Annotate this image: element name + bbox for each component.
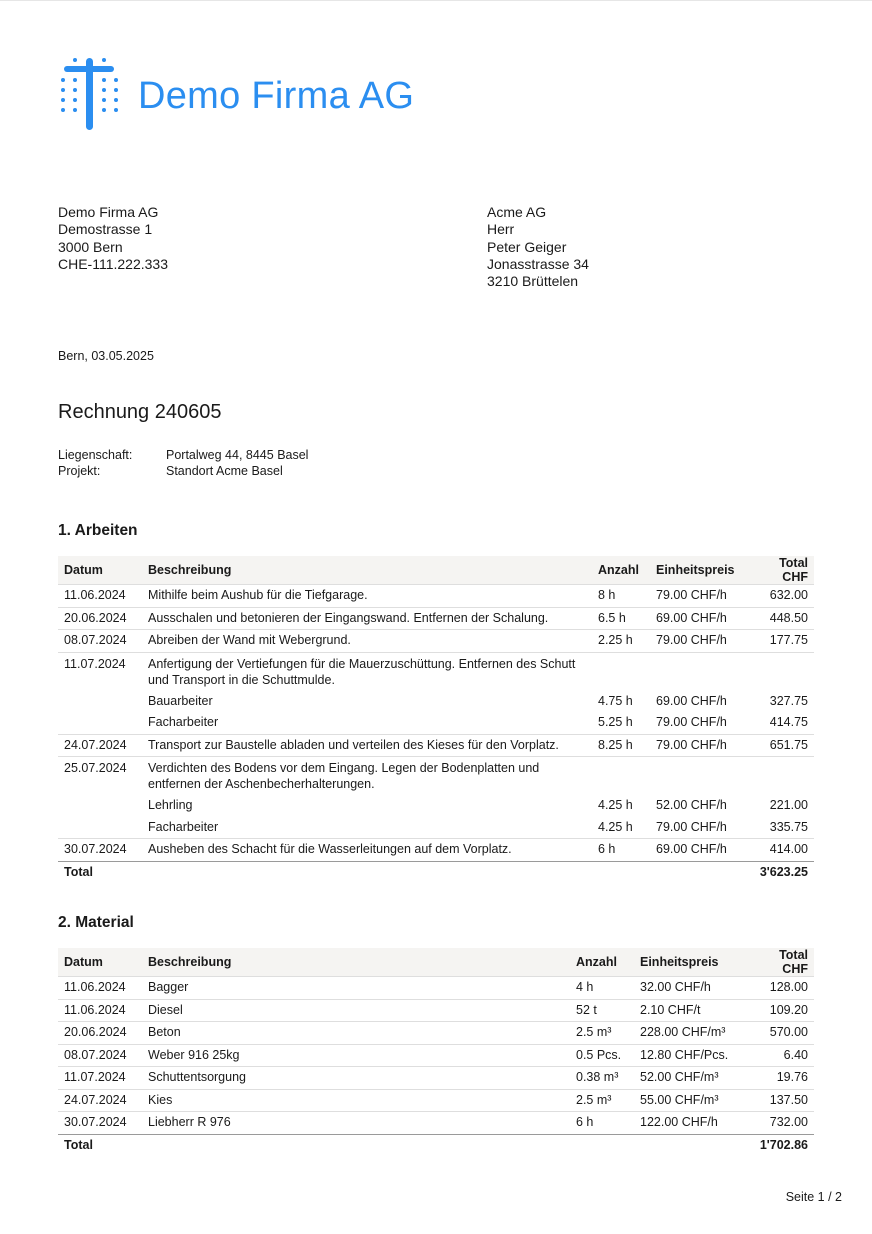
table-row (58, 757, 814, 796)
table-subrow (58, 712, 814, 734)
cell-desc: Verdichten des Bodens vor dem Eingang. Legen der Bodenplatten und entfernen der Aschenbecherhalterungen. (142, 757, 592, 796)
meta-row (58, 463, 308, 479)
section-title-material: 2. Material (58, 914, 134, 931)
cell-date: 11.07.2024 (58, 1067, 142, 1090)
cell-total: 448.50 (744, 607, 814, 630)
col-header-total: Total CHF (744, 948, 814, 977)
cell-date: 11.07.2024 (58, 652, 142, 691)
table-row (58, 734, 814, 757)
total-label: Total (58, 1134, 142, 1156)
cell-desc: Anfertigung der Vertiefungen für die Mauerzuschüttung. Entfernen des Schutt und Transport in die Schuttmulde. (142, 652, 592, 691)
cell-date: 11.06.2024 (58, 585, 142, 608)
sender-line: Demostrasse 1 (58, 221, 153, 238)
cell-unit: 52.00 CHF/m³ (634, 1067, 744, 1090)
cell-total: 109.20 (744, 999, 814, 1022)
cell-desc: Facharbeiter (148, 715, 219, 729)
sender-line: CHE-111.222.333 (58, 255, 168, 272)
cell-unit: 79.00 CHF/h (656, 819, 727, 834)
cell-total: 6.40 (744, 1044, 814, 1067)
table-row (58, 1067, 814, 1090)
cell-total: 19.76 (744, 1067, 814, 1090)
cell-desc: Ausheben des Schacht für die Wasserleitungen auf dem Vorplatz. (142, 839, 592, 862)
total-value: 3'623.25 (744, 861, 814, 883)
table-row (58, 630, 814, 653)
cell-unit: 12.80 CHF/Pcs. (634, 1044, 744, 1067)
logo-mark-icon (58, 56, 120, 130)
table-subrow (58, 691, 814, 713)
cell-date: 30.07.2024 (58, 839, 142, 862)
cell-qty: 4.25 h (598, 798, 633, 812)
recipient-line: Herr (487, 221, 515, 238)
cell-desc: Beton (142, 1022, 570, 1045)
cell-date: 30.07.2024 (58, 1112, 142, 1135)
cell-unit: 122.00 CHF/h (634, 1112, 744, 1135)
cell-desc: Weber 916 25kg (142, 1044, 570, 1067)
table-row (58, 585, 814, 608)
table-total-row (58, 1134, 814, 1156)
cell-total (744, 757, 814, 796)
cell-date: 08.07.2024 (58, 630, 142, 653)
cell-desc: Transport zur Baustelle abladen und verteilen des Kieses für den Vorplatz. (142, 734, 592, 757)
cell-date: 08.07.2024 (58, 1044, 142, 1067)
meta-value: Standort Acme Basel (166, 464, 283, 478)
cell-total: 177.75 (744, 630, 814, 653)
cell-qty: 2.5 m³ (570, 1089, 634, 1112)
col-header-einheitspreis: Einheitspreis (650, 556, 744, 585)
table-row (58, 1022, 814, 1045)
cell-total: 570.00 (744, 1022, 814, 1045)
table-subrow (58, 795, 814, 817)
col-header-datum: Datum (58, 948, 142, 977)
cell-total: 137.50 (744, 1089, 814, 1112)
table-row (58, 999, 814, 1022)
cell-qty: 4.75 h (598, 693, 633, 708)
cell-date: 20.06.2024 (58, 1022, 142, 1045)
cell-qty: 52 t (570, 999, 634, 1022)
cell-unit: 52.00 CHF/h (656, 798, 727, 812)
invoice-title: Rechnung 240605 (58, 401, 222, 423)
cell-qty: 4.25 h (598, 819, 633, 834)
col-header-anzahl: Anzahl (592, 556, 650, 585)
cell-date: 11.06.2024 (58, 999, 142, 1022)
recipient-line: Jonasstrasse 34 (487, 255, 589, 272)
cell-qty: 6.5 h (592, 607, 650, 630)
cell-desc: Abreiben der Wand mit Webergrund. (142, 630, 592, 653)
section-title-arbeiten: 1. Arbeiten (58, 522, 138, 539)
table-header-row (58, 556, 814, 585)
cell-desc: Diesel (142, 999, 570, 1022)
table-arbeiten (58, 556, 814, 883)
page-number: Seite 1 / 2 (785, 1190, 842, 1204)
table-row (58, 1112, 814, 1135)
sender-address (58, 204, 168, 273)
cell-unit (650, 652, 744, 691)
cell-unit: 228.00 CHF/m³ (634, 1022, 744, 1045)
col-header-total: Total CHF (744, 556, 814, 585)
meta-key: Liegenschaft: (58, 448, 133, 462)
cell-date: 24.07.2024 (58, 1089, 142, 1112)
cell-qty: 0.38 m³ (570, 1067, 634, 1090)
cell-unit: 32.00 CHF/h (634, 977, 744, 1000)
invoice-meta (58, 447, 308, 479)
recipient-address (487, 204, 589, 290)
cell-desc: Kies (142, 1089, 570, 1112)
cell-qty (592, 757, 650, 796)
cell-qty: 6 h (592, 839, 650, 862)
cell-desc: Bagger (142, 977, 570, 1000)
cell-unit (650, 757, 744, 796)
cell-total: 651.75 (744, 734, 814, 757)
cell-total: 128.00 (744, 977, 814, 1000)
table-row (58, 1089, 814, 1112)
cell-total: 327.75 (769, 693, 808, 708)
cell-desc: Ausschalen und betonieren der Eingangswand. Entfernen der Schalung. (142, 607, 592, 630)
logo-text: Demo Firma AG (138, 74, 415, 117)
cell-desc: Facharbeiter (148, 819, 219, 834)
table-header-row (58, 948, 814, 977)
meta-key: Projekt: (58, 464, 101, 478)
cell-unit: 69.00 CHF/h (650, 839, 744, 862)
cell-desc: Bauarbeiter (148, 693, 213, 708)
cell-qty: 8 h (592, 585, 650, 608)
table-row (58, 839, 814, 862)
total-label: Total (58, 861, 142, 883)
cell-date: 24.07.2024 (58, 734, 142, 757)
cell-unit: 79.00 CHF/h (650, 630, 744, 653)
cell-desc: Mithilfe beim Aushub für die Tiefgarage. (142, 585, 592, 608)
cell-total (744, 652, 814, 691)
recipient-line: Peter Geiger (487, 238, 567, 255)
cell-total: 414.75 (769, 715, 808, 729)
cell-qty: 8.25 h (592, 734, 650, 757)
table-row (58, 977, 814, 1000)
page-top-rule (0, 0, 872, 1)
cell-desc: Liebherr R 976 (142, 1112, 570, 1135)
meta-value: Portalweg 44, 8445 Basel (166, 448, 309, 462)
cell-unit: 55.00 CHF/m³ (634, 1089, 744, 1112)
table-subrow (58, 817, 814, 839)
cell-unit: 79.00 CHF/h (656, 715, 727, 729)
col-header-beschreibung: Beschreibung (142, 948, 570, 977)
table-row (58, 652, 814, 691)
col-header-anzahl: Anzahl (570, 948, 634, 977)
cell-total: 414.00 (744, 839, 814, 862)
recipient-line: Acme AG (487, 204, 547, 220)
table-row (58, 607, 814, 630)
cell-qty: 6 h (570, 1112, 634, 1135)
cell-total: 732.00 (744, 1112, 814, 1135)
cell-qty: 2.25 h (592, 630, 650, 653)
table-total-row (58, 861, 814, 883)
meta-row (58, 447, 308, 463)
cell-unit: 79.00 CHF/h (650, 585, 744, 608)
cell-total: 335.75 (769, 819, 808, 834)
cell-unit: 69.00 CHF/h (656, 693, 727, 708)
cell-qty: 2.5 m³ (570, 1022, 634, 1045)
cell-qty: 0.5 Pcs. (570, 1044, 634, 1067)
cell-unit: 2.10 CHF/t (634, 999, 744, 1022)
cell-qty: 4 h (570, 977, 634, 1000)
col-header-datum: Datum (58, 556, 142, 585)
table-row (58, 1044, 814, 1067)
col-header-beschreibung: Beschreibung (142, 556, 592, 585)
cell-total: 632.00 (744, 585, 814, 608)
total-value: 1'702.86 (744, 1134, 814, 1156)
cell-desc: Schuttentsorgung (142, 1067, 570, 1090)
cell-unit: 79.00 CHF/h (650, 734, 744, 757)
cell-date: 20.06.2024 (58, 607, 142, 630)
sender-line: 3000 Bern (58, 238, 123, 255)
cell-qty: 5.25 h (598, 715, 633, 729)
sender-line: Demo Firma AG (58, 204, 159, 220)
cell-unit: 69.00 CHF/h (650, 607, 744, 630)
col-header-einheitspreis: Einheitspreis (634, 948, 744, 977)
cell-total: 221.00 (769, 798, 808, 812)
table-material (58, 948, 814, 1156)
invoice-date: Bern, 03.05.2025 (58, 349, 154, 363)
recipient-line: 3210 Brüttelen (487, 273, 579, 290)
cell-date: 11.06.2024 (58, 977, 142, 1000)
cell-date: 25.07.2024 (58, 757, 142, 796)
cell-desc: Lehrling (148, 798, 193, 812)
company-logo (58, 56, 414, 130)
cell-qty (592, 652, 650, 691)
